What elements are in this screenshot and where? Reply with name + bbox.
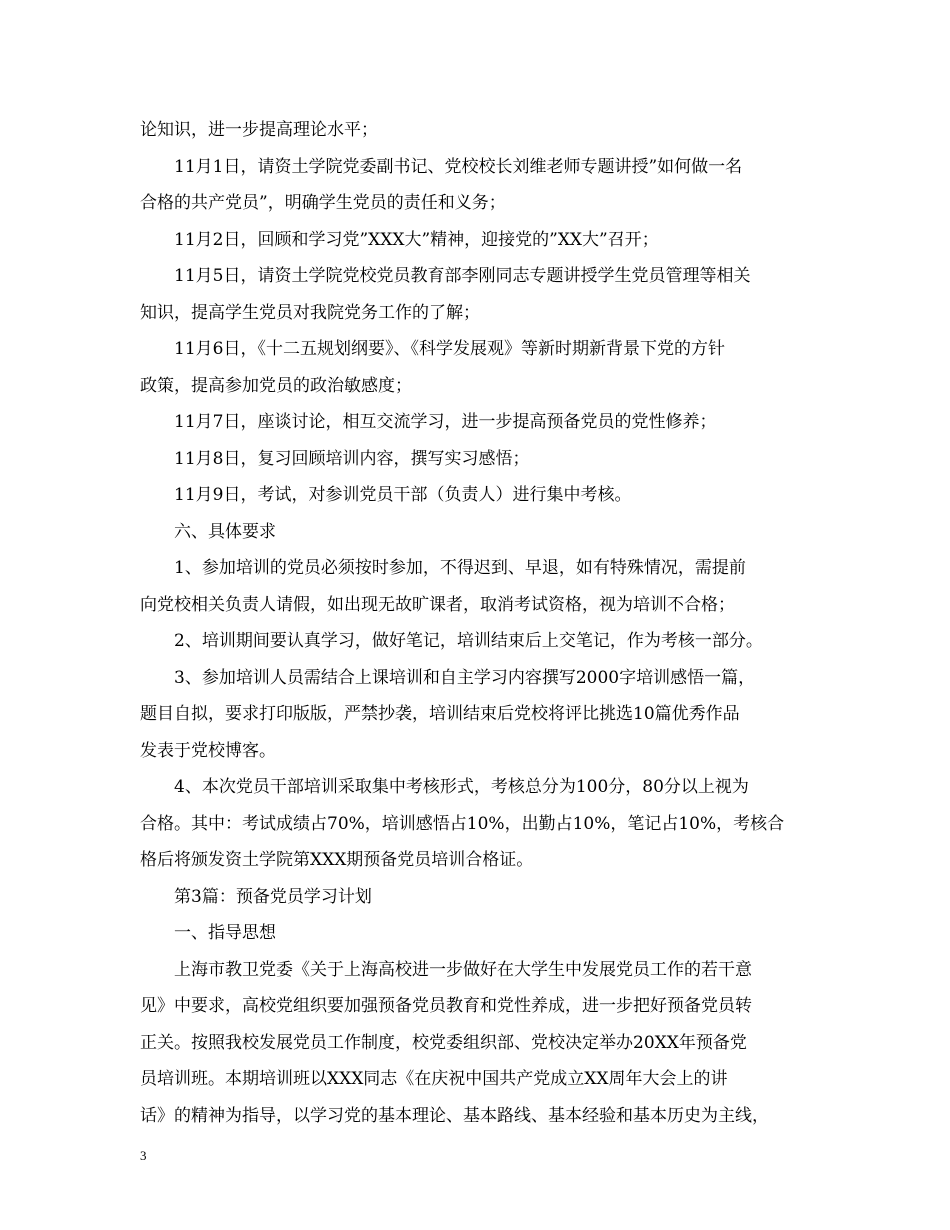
text-line: 11月6日，《十二五规划纲要》、《科学发展观》等新时期新背景下党的方针: [174, 339, 725, 359]
text-line: 题目自拟，要求打印版版，严禁抄袭，培训结束后党校将评比挑选10篇优秀作品: [140, 704, 740, 724]
text-line: 11月2日，回顾和学习党”XXX大”精神，迎接党的”XX大”召开；: [174, 229, 659, 250]
text-line: 11月8日，复习回顾培训内容，撰写实习感悟；: [174, 448, 530, 469]
text-line: 11月7日，座谈讨论，相互交流学习，进一步提高预备党员的党性修养；: [174, 412, 717, 432]
text-line: 知识，提高学生党员对我院党务工作的了解；: [140, 302, 480, 323]
text-line: 论知识，进一步提高理论水平；: [140, 120, 378, 140]
text-line: 合格的共产党员”，明确学生党员的责任和义务；: [140, 193, 506, 213]
text-line: 向党校相关负责人请假，如出现无故旷课者，取消考试资格，视为培训不合格；: [140, 594, 735, 615]
text-line: 11月5日，请资土学院党校党员教育部李刚同志专题讲授学生党员管理等相关: [174, 266, 751, 286]
text-line: 3、参加培训人员需结合上课培训和自主学习内容撰写2000字培训感悟一篇，: [174, 667, 756, 688]
text-line: 正关。按照我校发展党员工作制度，校党委组织部、党校决定举办20XX年预备党: [140, 1032, 747, 1053]
text-line: 上海市教卫党委《关于上海高校进一步做好在大学生中发展党员工作的若干意: [174, 959, 752, 980]
text-line: 1、参加培训的党员必须按时参加，不得迟到、早退，如有特殊情况，需提前: [174, 558, 746, 578]
body-text: [140, 112, 820, 1134]
text-line: 一、指导思想: [174, 923, 276, 943]
page-number: 3: [140, 1148, 147, 1163]
text-line: 格后将颁发资土学院第XXX期预备党员培训合格证。: [140, 850, 534, 870]
text-line: 员培训班。本期培训班以XXX同志《在庆祝中国共产党成立XX周年大会上的讲: [140, 1069, 728, 1089]
text-line: 4、本次党员干部培训采取集中考核形式，考核总分为100分，80分以上视为: [174, 777, 749, 797]
text-line: 合格。其中：考试成绩占70%，培训感悟占10%，出勤占10%，笔记占10%，考核合: [140, 813, 785, 834]
text-line: 话》的精神为指导，以学习党的基本理论、基本路线、基本经验和基本历史为主线，: [140, 1105, 769, 1126]
text-line: 发表于党校博客。: [140, 740, 276, 761]
text-line: 11月9日，考试，对参训党员干部（负责人）进行集中考核。: [174, 485, 632, 505]
text-line: 第3篇：预备党员学习计划: [174, 886, 372, 907]
text-line: 11月1日，请资土学院党委副书记、党校校长刘维老师专题讲授”如何做一名: [174, 156, 743, 177]
text-line: 政策，提高参加党员的政治敏感度；: [140, 375, 412, 396]
text-line: 2、培训期间要认真学习，做好笔记，培训结束后上交笔记，作为考核一部分。: [174, 631, 763, 651]
text-line: 见》中要求，高校党组织要加强预备党员教育和党性养成，进一步把好预备党员转: [140, 996, 752, 1016]
text-line: 六、具体要求: [174, 521, 276, 542]
